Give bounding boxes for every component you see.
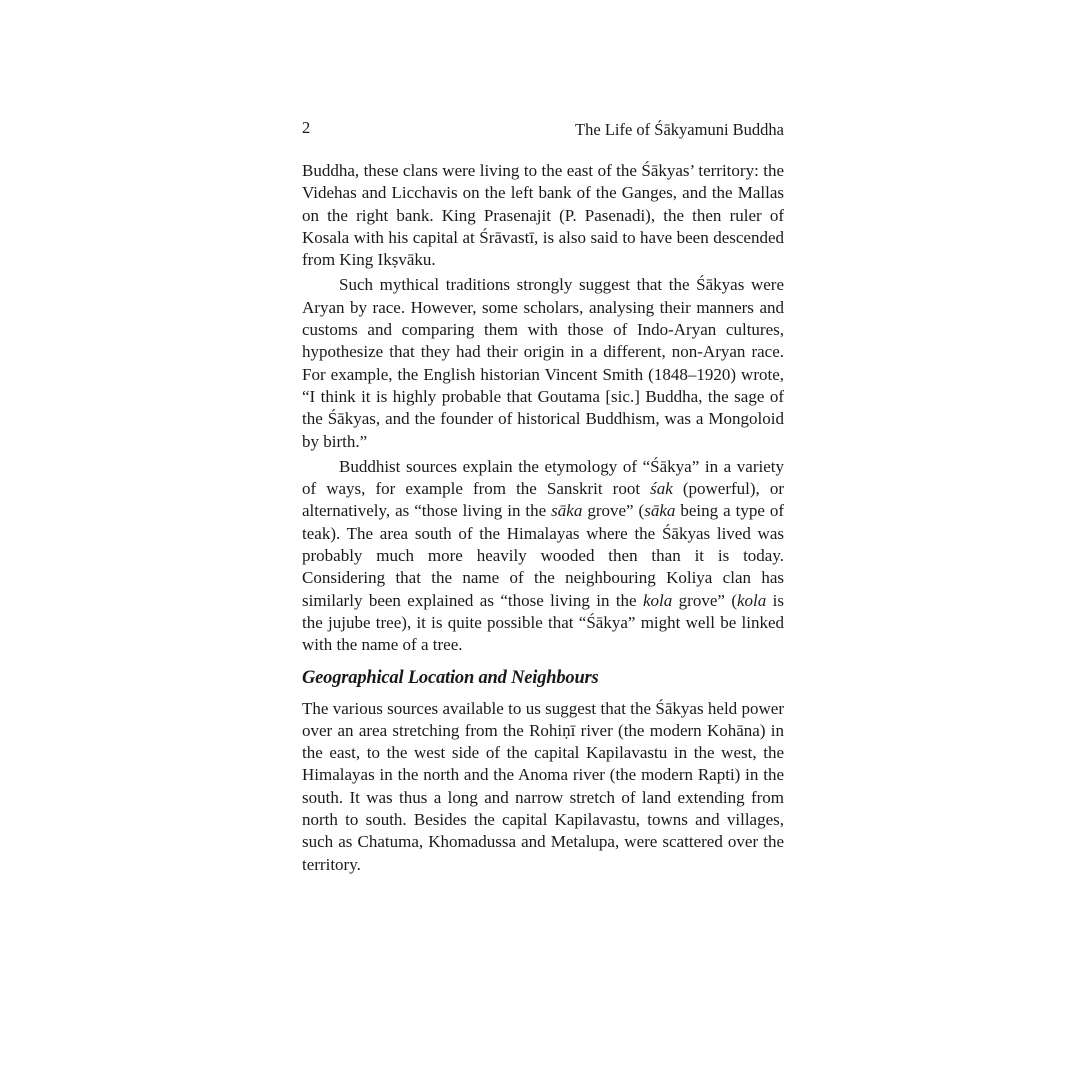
running-title: The Life of Śākyamuni Buddha [575,120,784,139]
running-head [302,118,784,146]
italic-term: kola [643,590,673,610]
body-paragraph-3 [302,456,784,657]
section-heading: Geographical Location and Neighbours [302,667,599,688]
body-paragraph-2: Such mythical traditions strongly suggest that the Śākyas were Aryan by race. However, some scholars, analysing their manners and customs and comparing them with those of Indo-Aryan cultures, hypothesize that they had their origin in a different, non-Aryan race. For example, the English historian Vincent Smith (1848–1920) wrote, “I think it is highly probable that Goutama [sic.] Buddha, the sage of the Śākyas, and the founder of historical Buddhism, was a Mongoloid by birth.” [302,275,784,451]
italic-term: śak [650,479,673,499]
paragraph-text: being a type of teak). The area south of the Himalayas where the Śākyas lived was probably much more heavily wooded then than it is today. Considering that the name of the neighbouring Koliya clan has similarly been explained as “those living in the [302,501,784,610]
body-paragraph-1: Buddha, these clans were living to the east of the Śākyas’ territory: the Videhas and Licchavis on the left bank of the Ganges, and the Mallas on the right bank. King Prasenajit (P. Pasenadi), the then ruler of Kosala with his capital at Śrāvastī, is also said to have been descended from King Ikṣvāku. [302,161,784,270]
paragraph-text: is the jujube tree), it is quite possible that “Śākya” might well be linked with the name of a tree. [302,590,784,655]
paragraph-text: (powerful), or alternatively, as “those living in the [302,479,784,521]
italic-term: kola [736,590,767,610]
italic-term: sāka [644,501,676,521]
book-page [302,118,784,876]
section-paragraph: The various sources available to us suggest that the Śākyas held power over an area stretching from the Rohiṇī river (the modern Kohāna) in the east, to the west side of the capital Kapilavastu in the west, the Himalayas in the north and the Anoma river (the modern Rapti) in the south. It was thus a long and narrow stretch of land extending from north to south. Besides the capital Kapilavastu, towns and villages, such as Chatuma, Khomadussa and Metalupa, were scattered over the territory. [302,698,784,874]
paragraph-text: grove” ( [582,501,645,521]
italic-term: sāka [551,501,583,521]
paragraph-text: grove” ( [672,590,737,610]
paragraph-text: Buddhist sources explain the etymology of “Śākya” in a variety of ways, for example from the Sanskrit root [302,456,784,499]
page-number: 2 [302,118,311,137]
